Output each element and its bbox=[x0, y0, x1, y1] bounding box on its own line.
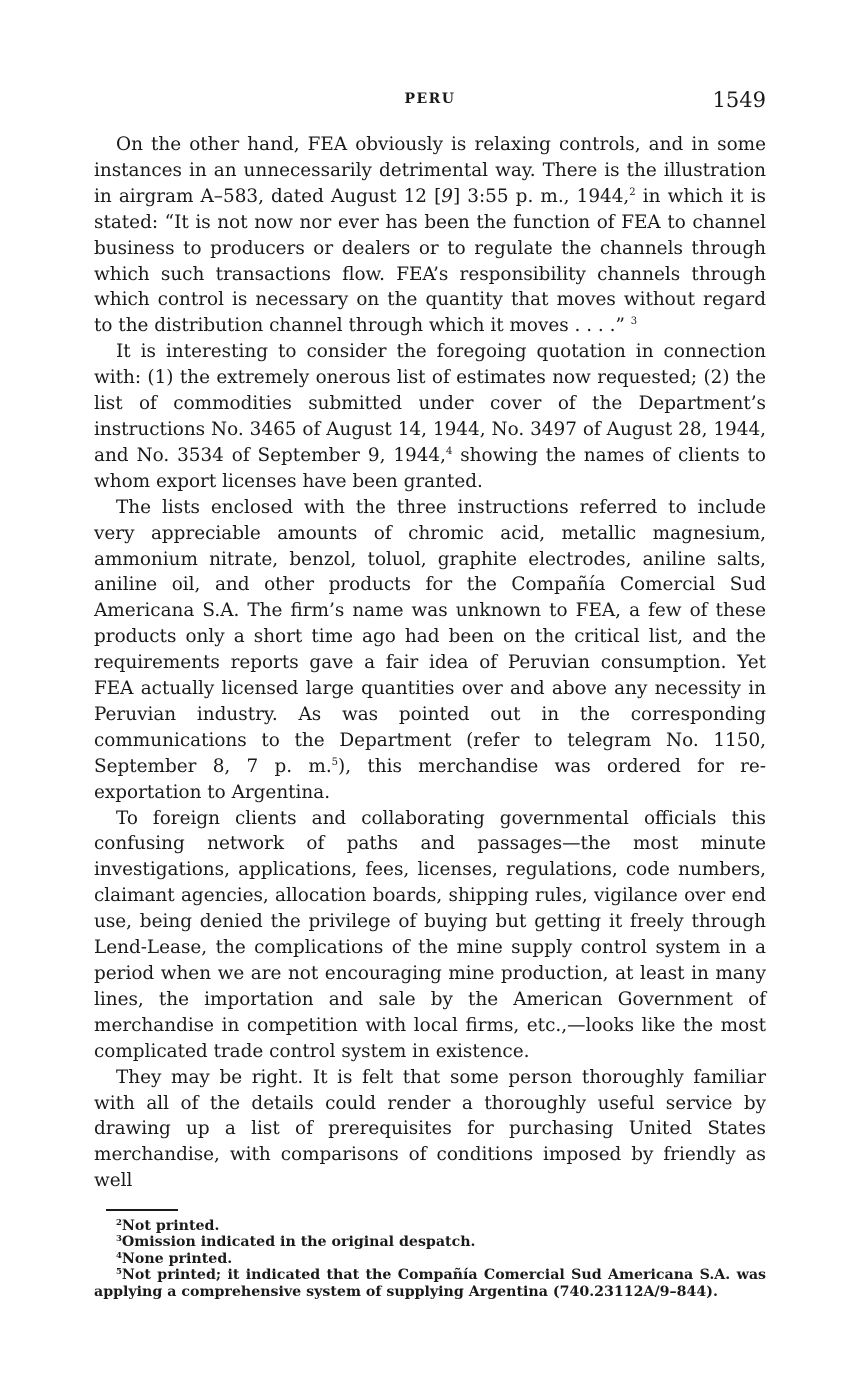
running-title: PERU bbox=[404, 91, 456, 107]
footnote-3 bbox=[94, 1234, 766, 1250]
footnote-ref-3: 3 bbox=[630, 316, 638, 328]
footnote-ref-4: 4 bbox=[445, 445, 453, 457]
paragraph-2-text-b: showing the names of clients to whom export licenses have been granted. bbox=[94, 444, 766, 492]
footnote-mark: 2 bbox=[116, 1218, 122, 1228]
footnote-divider bbox=[106, 1209, 178, 1211]
footnote-mark: 4 bbox=[116, 1250, 122, 1261]
footnote-5 bbox=[94, 1267, 766, 1300]
footnotes bbox=[94, 1218, 766, 1300]
footnote-text: Not printed. bbox=[121, 1218, 220, 1234]
footnote-4 bbox=[94, 1251, 766, 1267]
paragraph-1-text-b: ] 3:55 p. m., 1944, bbox=[453, 185, 630, 207]
running-head bbox=[94, 88, 766, 114]
footnote-mark: 3 bbox=[116, 1234, 122, 1245]
footnote-ref-2: 2 bbox=[629, 186, 636, 198]
body-text bbox=[94, 132, 766, 1194]
footnote-text: Omission indicated in the original despatch. bbox=[121, 1234, 476, 1251]
footnote-text: None printed. bbox=[121, 1250, 233, 1267]
footnote-mark: 5 bbox=[116, 1267, 122, 1278]
footnote-text: Not printed; it indicated that the Compañía Comercial Sud Americana S.A. was applying a comprehensive system of supplying Argentina (740.23112A/9–844). bbox=[94, 1267, 766, 1300]
footnote-ref-5: 5 bbox=[331, 756, 339, 768]
paragraph-2-text-a: It is interesting to consider the foregoing quotation in connection with: (1) the extremely onerous list of estimates now requested; (2) the list of commodities submitted under cover of the Department’s instructions No. 3465 of August 14, 1944, No. 3497 of August 28, 1944, and No. 3534 of September 9, 1944, bbox=[94, 341, 766, 466]
paragraph-1-text-a: On the other hand, FEA obviously is relaxing controls, and in some instances in an unnecessarily detrimental way. There is the illustration in airgram A–583, dated August 12 [ bbox=[94, 134, 766, 207]
editorial-insertion: 9 bbox=[441, 185, 453, 207]
footnote-2 bbox=[94, 1218, 766, 1234]
paragraph-4: To foreign clients and collaborating governmental officials this confusing network of paths and passages—the most minute investigations, applications, fees, licenses, regulations, code numbers, claimant agencies, allocation boards, shipping rules, vigilance over end use, being denied the privilege of buying but getting it freely through Lend-Lease, the complications of the mine supply control system in a period when we are not encouraging mine production, at least in many lines, the importation and sale by the American Government of merchandise in competition with local firms, etc.,—looks like the most complicated trade control system in existence. bbox=[94, 807, 766, 1062]
paragraph-1-text-c: in which it is stated: “It is not now nor ever has been the function of FEA to channel business to producers or dealers or to regulate the channels through which such transactions flow. FEA’s responsibility channels through which control is necessary on the quantity that moves without regard to the distribution channel through which it moves . . . .” bbox=[94, 185, 766, 337]
paragraph-3-text-b: ), this merchandise was ordered for re-exportation to Argentina. bbox=[94, 755, 766, 803]
paragraph-5: They may be right. It is felt that some person thoroughly familiar with all of the details could render a thoroughly useful service by drawing up a list of prerequisites for purchasing United States merchandise, with comparisons of conditions imposed by friendly as well bbox=[94, 1066, 766, 1192]
page-number: 1549 bbox=[712, 88, 766, 112]
paragraph-3 bbox=[94, 495, 766, 806]
paragraph-1 bbox=[94, 132, 766, 339]
paragraph-2 bbox=[94, 339, 766, 494]
paragraph-3-text-a: The lists enclosed with the three instructions referred to include very appreciable amounts of chromic acid, metallic magnesium, ammonium nitrate, benzol, toluol, graphite electrodes, aniline salts, aniline oil, and other products for the Compañía Comercial Sud Americana S.A. The firm’s name was unknown to FEA, a few of these products only a short time ago had been on the critical list, and the requirements reports gave a fair idea of Peruvian consumption. Yet FEA actually licensed large quantities over and above any necessity in Peruvian industry. As was pointed out in the corresponding communications to the Department (refer to telegram No. 1150, September 8, 7 p. m. bbox=[94, 496, 766, 777]
